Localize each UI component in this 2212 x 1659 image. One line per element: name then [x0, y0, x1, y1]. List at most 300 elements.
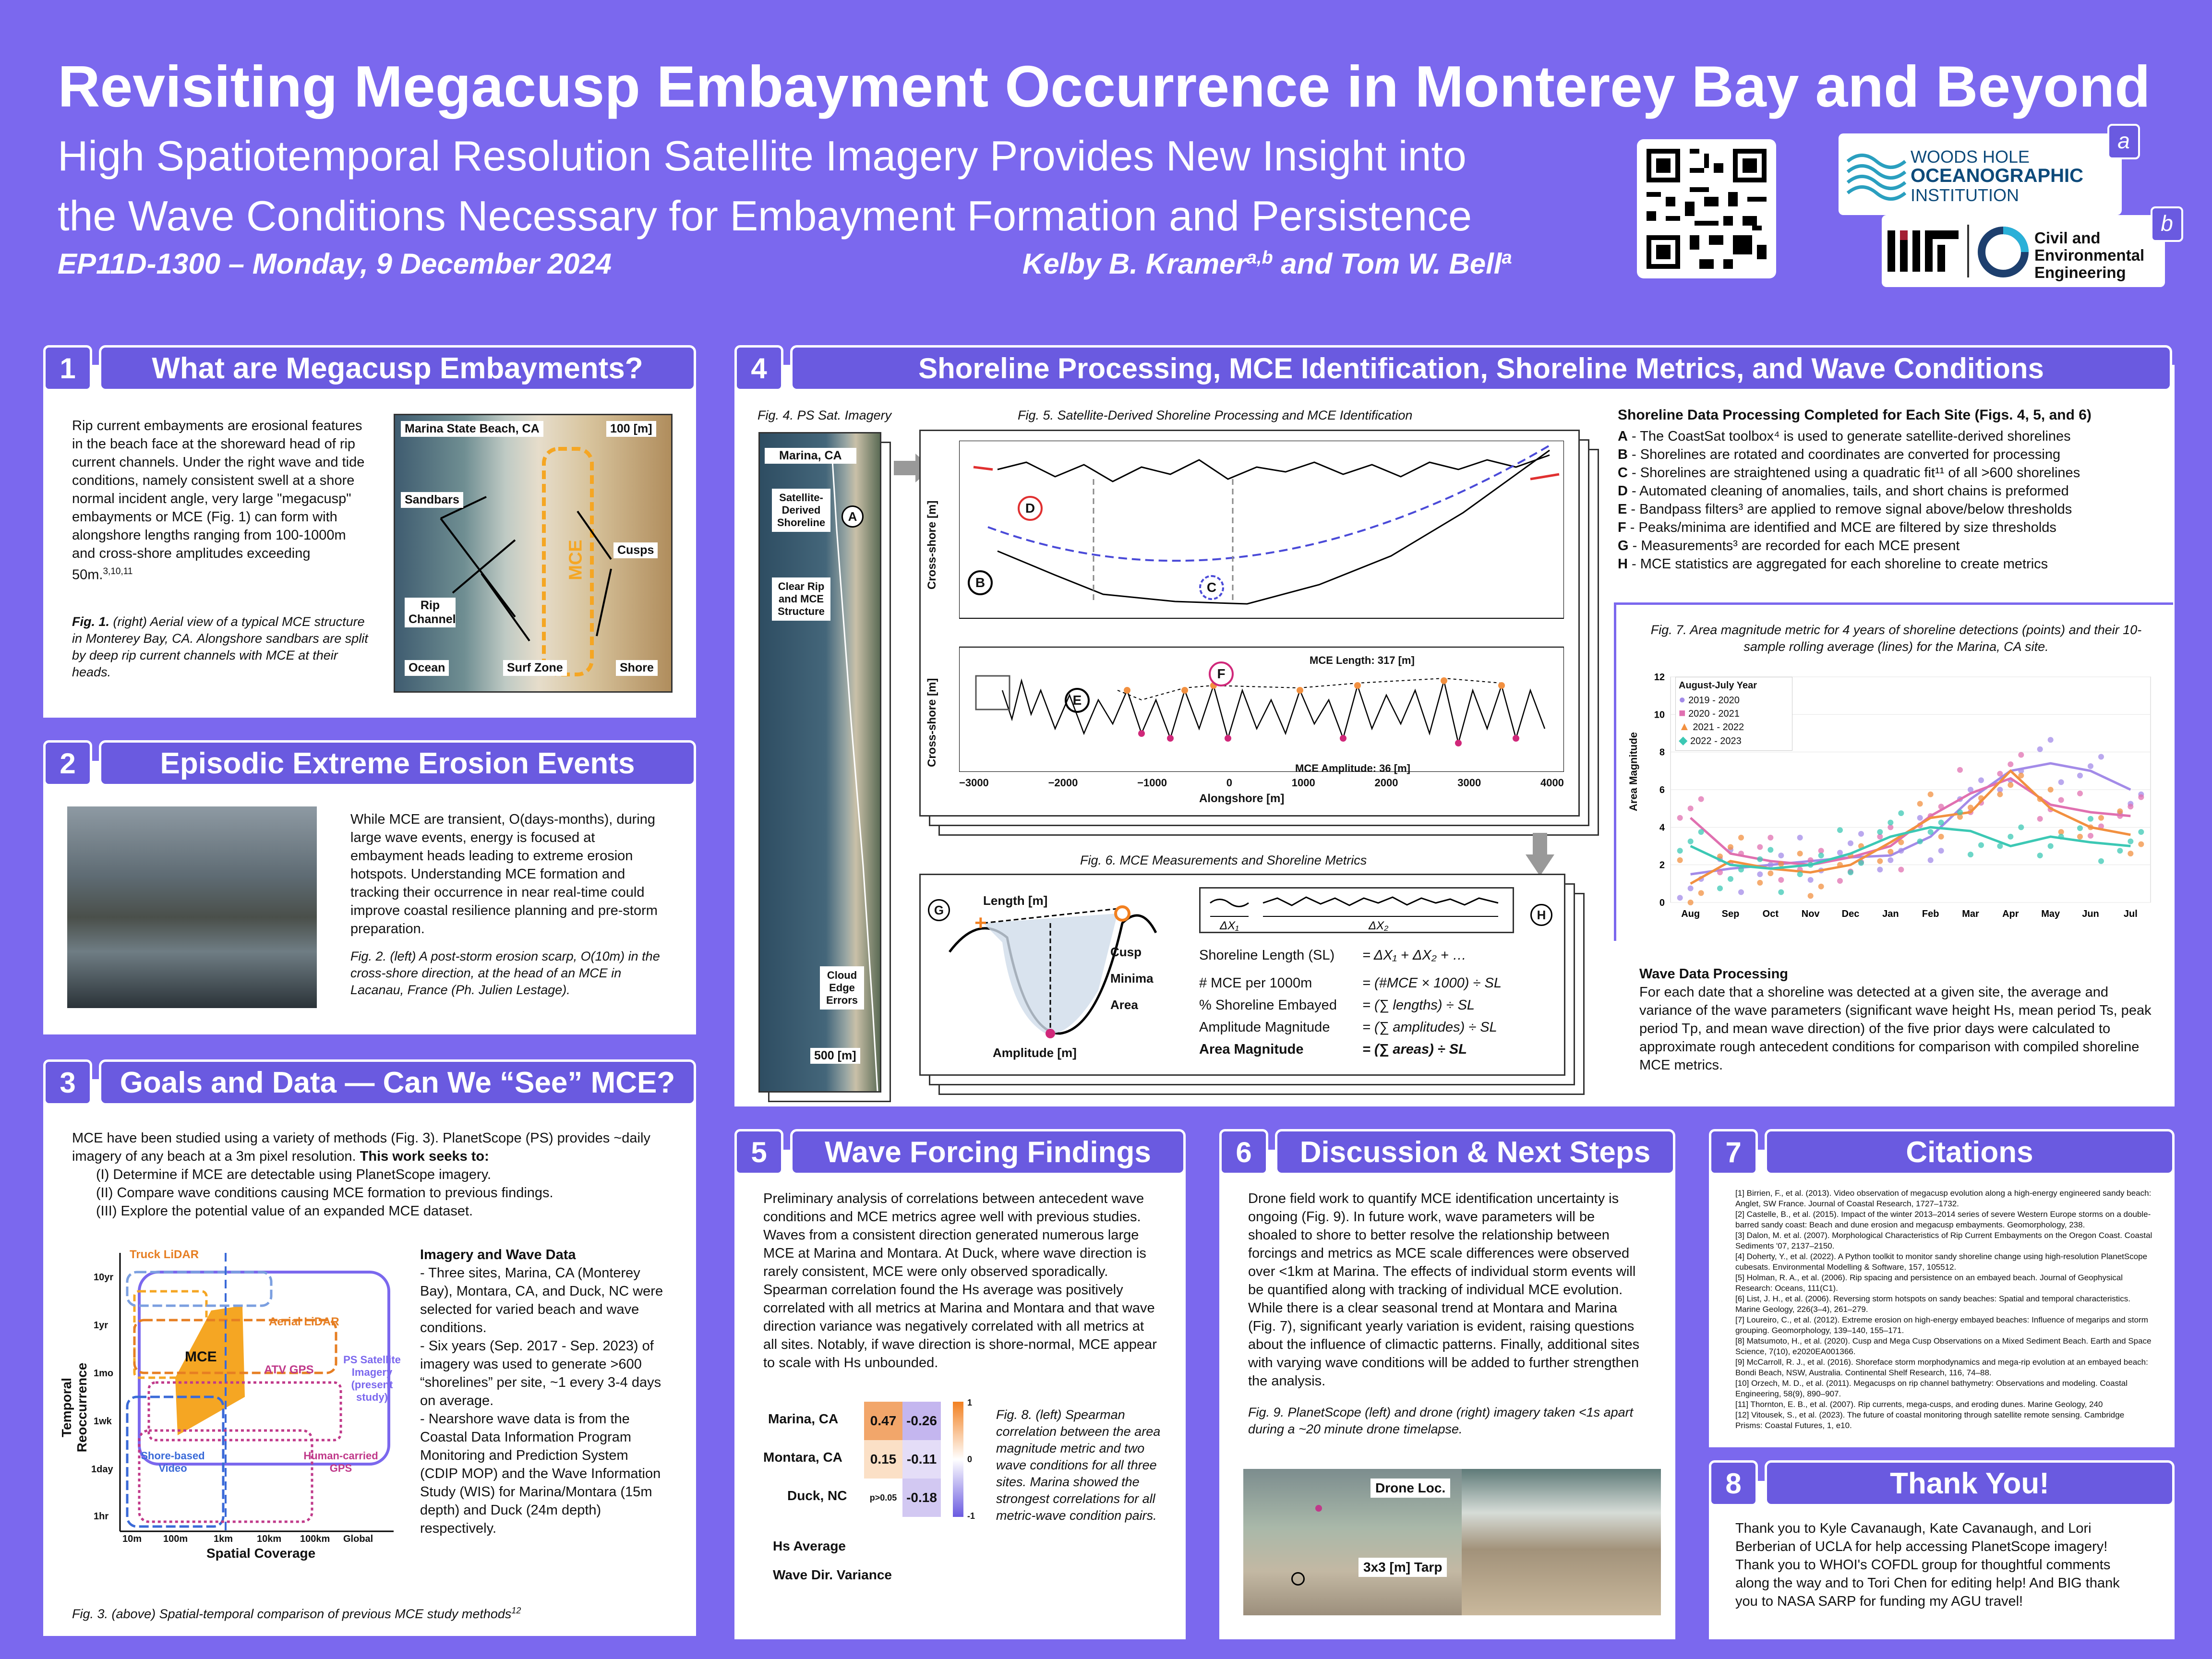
data-point — [1877, 858, 1883, 864]
data-point — [1688, 839, 1694, 844]
whoi-text-1: WOODS HOLE — [1911, 147, 2030, 167]
data-point — [1877, 866, 1883, 872]
data-point — [1767, 835, 1773, 841]
data-point — [1738, 851, 1744, 856]
fig5-mce-amp: MCE Amplitude: 36 [m] — [1295, 762, 1410, 774]
section-title: Citations — [1765, 1129, 2175, 1175]
data-point — [1837, 850, 1843, 855]
data-point — [1717, 886, 1723, 891]
svg-text:+: + — [974, 911, 987, 935]
data-point — [1938, 834, 1944, 840]
fig3-xtick: 1km — [214, 1534, 233, 1544]
data-point — [2088, 763, 2093, 769]
fig3-ytick: 1hr — [94, 1511, 109, 1522]
section-number: 5 — [734, 1129, 783, 1175]
data-point — [1767, 870, 1773, 876]
y-tick: 0 — [1659, 898, 1665, 908]
s3-goals — [96, 1166, 672, 1220]
s3-intro: MCE have been studied using a variety of methods (Fig. 3). PlanetScope (PS) provides ~daily imagery of any beach at a 3m pixel resolution. This work seeks to: — [72, 1130, 650, 1164]
data-point — [1978, 777, 1984, 783]
x-tick: Sep — [1721, 909, 1740, 919]
processing-step: H - MCE statistics are aggregated for each shoreline to create metrics — [1618, 556, 2048, 572]
marker-f: F — [1209, 661, 1234, 686]
data-point — [2048, 737, 2054, 743]
wave-body: For each date that a shoreline was detected at a given site, the average and variance of the wave parameters (significant wave height Hs, mean period Ts, peak period Tp, and mean wave direction) of the five prior days were calculated to approximate rough antecedent conditions for comparison with compiled shoreline MCE metrics. — [1639, 985, 2152, 1073]
fig3-ylabel: Temporal Reoccurrence — [59, 1362, 89, 1453]
data-point — [2138, 829, 2144, 835]
processing-step: A - The CoastSat toolbox⁴ is used to generate satellite-derived shorelines — [1618, 429, 2071, 444]
data-point — [1928, 857, 1934, 863]
method-atv-gps: ATV GPS — [264, 1363, 314, 1376]
metric-name: Shoreline Length (SL) — [1199, 948, 1335, 963]
fig6-caption: Fig. 6. MCE Measurements and Shoreline Metrics — [1080, 853, 1367, 867]
data-point — [2128, 851, 2133, 856]
fig4-label-cloud: Cloud Edge Errors — [820, 966, 864, 1010]
method-human-gps: Human-carried GPS — [303, 1450, 378, 1474]
citation: [12] Vitousek, S., et al. (2023). The future of coastal monitoring through satellite remote sensing. Cambridge Prisms: Coastal Futures, 1, e10. — [1735, 1410, 2125, 1430]
data-point — [2138, 794, 2144, 800]
citation: [2] Castelle, B., et al. (2015). Impact of the winter 2013–2014 series of severe Western Europe storms on a double-barred sandy coast: Beach and dune erosion and megacusp embayments. Geomorphology, 238. — [1735, 1210, 2151, 1229]
data-point — [1698, 796, 1704, 802]
fig3-xtick: 10km — [257, 1534, 282, 1544]
session-info: EP11D-1300 – Monday, 9 December 2024 — [58, 248, 612, 280]
data-point — [1887, 857, 1893, 863]
data-point — [1797, 851, 1803, 856]
data-point — [1677, 857, 1683, 863]
data-point — [1677, 895, 1683, 901]
citation: [5] Holman, R. A., et al. (2006). Rip spacing and persistence on an embayed beach. Journal of Geophysical Research: Oceans, 111(C1). — [1735, 1273, 2123, 1293]
data-point — [1677, 815, 1683, 821]
s3-data-title: Imagery and Wave Data — [420, 1247, 576, 1262]
y-tick: 2 — [1659, 860, 1665, 871]
mit-logo-icon — [1887, 230, 1960, 272]
data-point — [1877, 829, 1883, 835]
marker-g: G — [928, 899, 950, 921]
fig3-xlabel: Spatial Coverage — [206, 1546, 316, 1561]
fig8-cell: -0.11 — [902, 1440, 941, 1479]
s1-body: Rip current embayments are erosional features in the beach face at the shoreward head of rip current channels. Under the right wave and tide conditions, namely consistent swell at a shore normal incident angle, very large "megacusp" embayments or MCE (Fig. 1) can form with alongshore lengths ranging from 100-1000m and cross-shore amplitudes exceeding 50m.$^{3,10,11}$ — [72, 418, 365, 583]
wave-processing — [1639, 965, 2153, 1074]
fig6-shoreline-segment — [1199, 887, 1514, 933]
authors: Kelby B. Kramer$^{a,b}$ and Tom W. Bell$^a$ — [1022, 248, 1512, 280]
s2-body: While MCE are transient, O(days-months), during large wave events, energy is focused at embayment heads leading to extreme erosion hotspots. Understanding MCE formation and tracking their occurrence in near real-time could improve coastal resilience planning and pre-storm preparation. — [350, 812, 658, 937]
method-aerial-lidar: Aerial LiDAR — [269, 1315, 339, 1328]
x-tick: Jun — [2082, 909, 2099, 919]
logo-divider — [1967, 225, 1969, 277]
section-title: Goals and Data — Can We “See” MCE? — [99, 1059, 696, 1106]
processing-title: Shoreline Data Processing Completed for Each Site (Figs. 4, 5, and 6) — [1618, 407, 2092, 423]
citation: [6] List, J. H., et al. (2006). Reversing storm hotspots on sandy beaches: Spatial and temporal characteristics. Marine Geology, 226(3–4), 261–279. — [1735, 1294, 2131, 1314]
data-point — [1688, 805, 1694, 811]
metric-name: # MCE per 1000m — [1199, 975, 1312, 991]
metric-name: Amplitude Magnitude — [1199, 1020, 1330, 1035]
fig5-xtick: −2000 — [1048, 777, 1078, 789]
goal-3: (III) Explore the potential value of an expanded MCE dataset. — [96, 1203, 473, 1219]
section-2-header — [43, 742, 696, 785]
data-point — [1717, 869, 1723, 875]
fig6-minima: Minima — [1110, 971, 1154, 986]
fig5-ylabel-bottom: Cross-shore [m] — [926, 678, 938, 767]
data-point — [1997, 771, 2003, 777]
data-point — [2077, 834, 2083, 840]
fig3-xtick: 100m — [163, 1534, 188, 1544]
method-truck-lidar: Truck LiDAR — [130, 1248, 199, 1261]
section-number: 2 — [43, 740, 92, 786]
goal-1: (I) Determine if MCE are detectable using PlanetScope imagery. — [96, 1167, 492, 1182]
legend-item: ◆ 2022 - 2023 — [1679, 734, 1742, 747]
qr-code[interactable] — [1637, 139, 1776, 278]
fig3-method-chart — [59, 1238, 403, 1565]
data-point — [1837, 862, 1843, 868]
section-title: What are Megacusp Embayments? — [99, 345, 696, 391]
marker-d: D — [1018, 496, 1043, 521]
fig8-scale: 1 — [967, 1398, 973, 1407]
data-point — [1808, 877, 1814, 883]
s3-data-item: - Nearshore wave data is from the Coastal Data Information Program Monitoring and Prediction System (CDIP MOP) and the Wave Information Study (WIS) for Marina/Montara (15m depth) and Duck (24m depth) respectively. — [420, 1411, 661, 1536]
y-tick: 8 — [1659, 747, 1665, 758]
data-point — [1928, 829, 1934, 835]
poster-subtitle — [58, 126, 1594, 246]
citation: [10] Orzech, M. D., et al. (2011). Megacusps on rip channel bathymetry: Observations and modeling. Coastal Engineering, 58(9), 890–907. — [1735, 1379, 2128, 1398]
fig5-ylabel-top: Cross-shore [m] — [926, 500, 938, 589]
whoi-logo — [1839, 133, 2122, 215]
affiliation-tag-b: b — [2151, 206, 2183, 242]
data-point — [1968, 805, 1973, 810]
tarp-marker — [1291, 1572, 1305, 1586]
x-tick: Oct — [1762, 909, 1779, 919]
citation: [11] Thornton, E. B., et al. (2007). Rip currents, mega-cusps, and eroding dunes. Marine Geology, 240 — [1735, 1400, 2103, 1409]
section-7-header — [1709, 1130, 2175, 1174]
fig4-caption: Fig. 4. PS Sat. Imagery — [757, 408, 892, 422]
method-ps-imagery: PS Satellite Imagery (present study) — [343, 1354, 401, 1403]
fig4-label-shoreline: Satellite-Derived Shoreline — [772, 489, 830, 532]
data-point — [1797, 871, 1803, 877]
svg-text:ΔX₁: ΔX₁ — [1220, 919, 1239, 932]
data-point — [1917, 839, 1923, 844]
data-point — [2037, 853, 2043, 858]
section-5-header — [734, 1130, 1186, 1174]
fig3-xtick: 100km — [300, 1534, 330, 1544]
processing-step: E - Bandpass filters³ are applied to remove signal above/below thresholds — [1618, 502, 2072, 517]
fig5-plots — [959, 441, 1564, 772]
subtitle-line-2: the Wave Conditions Necessary for Embayment Formation and Persistence — [58, 192, 1472, 240]
data-point — [1778, 853, 1784, 858]
s5-body: Preliminary analysis of correlations between antecedent wave conditions and MCE metrics agree well with previous studies. Waves from a consistent direction generated numerous large MCE at Marina and Montara. At Duck, where wave direction is rarely consistent, MCE were only observed sporadically. Spearman correlation found the Hs average was positively correlated with all metrics at Marina and Montara and that wave direction variance was negatively correlated with all metrics at all sites. Notably, if wave direction is shore-normal, MCE appear to scale with Hs unbounded. — [763, 1191, 1157, 1370]
section-title: Thank You! — [1765, 1460, 2175, 1506]
fig3-ytick: 1mo — [94, 1368, 114, 1379]
fig9-drone-image — [1462, 1469, 1661, 1615]
section-number: 3 — [43, 1059, 92, 1106]
fig1-label-mce: MCE — [565, 540, 586, 580]
svg-text:ΔX₂: ΔX₂ — [1369, 919, 1389, 932]
data-point — [1728, 876, 1733, 882]
citation: [9] McCarroll, R. J., et al. (2016). Shoreface storm morphodynamics and mega-rip evolution at an embayed beach: Bondi Beach, NSW, Australia. Continental Shelf Research, 116, 74–88. — [1735, 1358, 2148, 1377]
data-point — [2128, 804, 2133, 809]
fig3-ytick: 1day — [91, 1464, 113, 1475]
section-title: Episodic Extreme Erosion Events — [99, 740, 696, 786]
x-tick: Jul — [2123, 909, 2138, 919]
citation: [3] Dalon, M. et al. (2007). Morphological Characteristics of Rip Current Embayments on the Oregon Coast. Coastal Sediments '07, 2137–2150. — [1735, 1231, 2152, 1250]
data-point — [2037, 746, 2043, 752]
fig1-title: Marina State Beach, CA — [401, 421, 543, 437]
fig3-ytick: 1yr — [94, 1320, 108, 1331]
subtitle-line-1: High Spatiotemporal Resolution Satellite Imagery Provides New Insight into — [58, 132, 1467, 180]
data-point — [1997, 792, 2003, 797]
x-tick: Apr — [2002, 909, 2019, 919]
marker-b: B — [968, 570, 993, 595]
drone-marker — [1315, 1505, 1322, 1512]
data-point — [1858, 831, 1864, 837]
fig8-colorbar — [953, 1402, 963, 1517]
fig6-area: Area — [1110, 998, 1138, 1012]
legend-item: ● 2019 - 2020 — [1679, 693, 1740, 706]
s3-caption: Fig. 3. (above) Spatial-temporal comparison of previous MCE study methods$^{12}$ — [72, 1606, 521, 1621]
fig1-label-sandbars: Sandbars — [401, 492, 463, 508]
x-tick: Aug — [1681, 909, 1700, 919]
s2-caption: Fig. 2. (left) A post-storm erosion scarp, O(10m) in the cross-shore direction, at the head of an MCE in Lacanau, France (Ph. Julien Lestage). — [350, 949, 660, 997]
goal-2: (II) Compare wave conditions causing MCE formation to previous findings. — [96, 1185, 553, 1201]
fig4-sat-image — [758, 432, 881, 1093]
fig7-chart — [1627, 667, 2160, 931]
fig7-legend — [1675, 677, 1792, 751]
data-point — [1898, 848, 1904, 854]
data-point — [1688, 886, 1694, 891]
data-point — [2048, 843, 2054, 849]
whoi-text-2: OCEANOGRAPHIC — [1911, 165, 2084, 186]
data-point — [1757, 856, 1763, 862]
x-tick: Jan — [1882, 909, 1899, 919]
s3-data — [420, 1246, 670, 1538]
whoi-text-3: INSTITUTION — [1911, 185, 2019, 205]
arrow-down-icon — [1526, 833, 1554, 876]
cee-text: Civil and Environmental Engineering — [2034, 229, 2145, 281]
marker-c: C — [1199, 575, 1224, 600]
section-1-header — [43, 347, 696, 390]
section-4-header — [734, 347, 2172, 390]
data-point — [2117, 808, 2123, 814]
fig8-cell: p>0.05 — [864, 1479, 902, 1517]
fig6-cusp: Cusp — [1110, 945, 1142, 959]
fig5-mce-length: MCE Length: 317 [m] — [1310, 654, 1415, 666]
s6-body: Drone field work to quantify MCE identification uncertainty is ongoing (Fig. 9). In future work, wave parameters will be shoaled to shore to better resolve the relationship between forcings and metrics as MCE scale differences were observed over <1km at Marina. The effects of individual storm events will be quantified along with tracking of individual MCE evolution. While there is a clear seasonal trend at Montara and Marina (Fig. 7), significant yearly variation is evident, raising questions about the influence of climactic patterns. Finally, additional sites with varying wave conditions will be added to further strengthen the analysis. — [1248, 1191, 1640, 1389]
fig5-xticks — [959, 777, 1564, 789]
fig8-cell: 0.15 — [864, 1440, 902, 1479]
fig2-erosion-photo — [67, 806, 317, 1008]
fig4-site: Marina, CA — [765, 448, 856, 464]
processing-step: G - Measurements³ are recorded for each MCE present — [1618, 538, 1960, 553]
fig7-ylabel: Area Magnitude — [1627, 732, 1639, 811]
y-tick: 12 — [1654, 672, 1665, 683]
fig8-site: Duck, NC — [787, 1488, 847, 1503]
data-point — [2018, 752, 2024, 758]
data-point — [1757, 871, 1763, 877]
data-point — [1767, 847, 1773, 853]
data-point — [2088, 833, 2093, 839]
data-point — [2008, 761, 2013, 767]
data-point — [1898, 840, 1904, 845]
metric-formula: = ΔX₁ + ΔX₂ + … — [1362, 948, 1467, 963]
data-point — [1957, 809, 1963, 815]
fig8-scale: -1 — [967, 1511, 975, 1521]
fig5-xtick: −1000 — [1137, 777, 1167, 789]
data-point — [1677, 848, 1683, 854]
processing-steps — [1618, 407, 2155, 573]
processing-step: F - Peaks/minima are identified and MCE are filtered by size thresholds — [1618, 520, 2056, 535]
legend-title: August-July Year — [1679, 680, 1757, 691]
data-point — [1968, 852, 1973, 857]
fig3-xtick: 10m — [122, 1534, 142, 1544]
fig4-scale: 500 [m] — [810, 1048, 860, 1064]
section-number: 7 — [1709, 1129, 1758, 1175]
x-tick: Mar — [1962, 909, 1979, 919]
metric-name: % Shoreline Embayed — [1199, 998, 1337, 1013]
fig6-metrics — [1199, 946, 1535, 1058]
section-number: 8 — [1709, 1460, 1758, 1506]
x-tick: Dec — [1841, 909, 1860, 919]
data-point — [1848, 869, 1853, 875]
fig8-legend-hs: Hs Average — [773, 1539, 846, 1553]
method-mce: MCE — [185, 1349, 217, 1365]
data-point — [1688, 900, 1694, 905]
s3-data-item: - Six years (Sep. 2017 - Sep. 2023) of imagery was used to generate >600 “shorelines” per site, ~1 every 3-4 days on average. — [420, 1338, 661, 1408]
x-tick: Feb — [1922, 909, 1939, 919]
data-point — [1938, 820, 1944, 826]
data-point — [1698, 890, 1704, 896]
data-point — [2058, 779, 2064, 785]
data-point — [1887, 849, 1893, 854]
data-point — [2098, 754, 2104, 759]
section-title: Discussion & Next Steps — [1275, 1129, 1675, 1175]
fig8-site: Montara, CA — [763, 1450, 842, 1465]
data-point — [1887, 820, 1893, 826]
data-point — [1698, 829, 1704, 835]
processing-step: C - Shorelines are straightened using a quadratic fit¹¹ of all >600 shorelines — [1618, 465, 2080, 481]
fig7-caption: Fig. 7. Area magnitude metric for 4 years of shoreline detections (points) and their 10-sample rolling average (lines) for the Marina, CA site. — [1650, 623, 2142, 654]
citation: [1] Birrien, F., et al. (2013). Video observation of megacusp evolution along a high-energy engineered sandy beach: Anglet, SW France. Journal of Coastal Research, 1727–1732. — [1735, 1189, 2152, 1208]
data-point — [1778, 889, 1784, 895]
metric-formula: = (∑ areas) ÷ SL — [1362, 1042, 1467, 1057]
data-point — [2048, 787, 2054, 793]
data-point — [1957, 767, 1963, 773]
data-point — [1818, 853, 1824, 858]
data-point — [1728, 844, 1733, 850]
section-3-header — [43, 1061, 696, 1104]
data-point — [2077, 773, 2083, 779]
data-point — [2018, 824, 2024, 830]
s3-data-item: - Three sites, Marina, CA (Monterey Bay), Montara, CA, and Duck, NC were selected for varied beach and wave conditions. — [420, 1265, 663, 1335]
section-number: 4 — [734, 345, 783, 391]
data-point — [1767, 862, 1773, 868]
y-tick: 6 — [1659, 785, 1665, 795]
fig8-cell: 0.47 — [864, 1402, 902, 1440]
fig8-cell: -0.26 — [902, 1402, 941, 1440]
processing-step: B - Shorelines are rotated and coordinates are converted for processing — [1618, 447, 2061, 462]
data-point — [1808, 862, 1814, 868]
data-point — [2008, 782, 2013, 788]
data-point — [1997, 843, 2003, 849]
fig8-heatmap — [763, 1398, 994, 1594]
metric-formula: = (∑ amplitudes) ÷ SL — [1362, 1020, 1497, 1035]
data-point — [1978, 795, 1984, 801]
fig9-drone-label: Drone Loc. — [1370, 1479, 1450, 1498]
data-point — [1938, 848, 1944, 854]
fig8-site: Marina, CA — [768, 1411, 839, 1426]
data-point — [1917, 815, 1923, 821]
fig6-panel — [919, 874, 1565, 1076]
data-point — [2058, 834, 2064, 840]
data-point — [1898, 810, 1904, 816]
data-point — [1738, 866, 1744, 872]
data-point — [1848, 841, 1853, 846]
fig1-label-rip: Rip Channel — [405, 598, 456, 627]
citation: [7] Loureiro, C., et al. (2012). Extreme erosion on high-energy embayed beaches: Influence of megarips and storm grouping. Geomorphology, 139–140, 155–171. — [1735, 1315, 2148, 1335]
citation: [4] Doherty, Y., et al. (2022). A Python toolkit to monitor sandy shoreline change using high-resolution PlanetScope cubesats. Environmental Modelling & Software, 157, 105512. — [1735, 1252, 2148, 1272]
data-point — [1978, 842, 1984, 848]
data-point — [1757, 880, 1763, 886]
marker-h: H — [1530, 904, 1552, 926]
data-point — [1778, 877, 1784, 883]
data-point — [2058, 797, 2064, 803]
data-point — [1858, 860, 1864, 866]
fig5-panel — [919, 430, 1580, 817]
data-point — [2138, 842, 2144, 847]
s6-caption: Fig. 9. PlanetScope (left) and drone (right) imagery taken <1s apart during a ~20 minute drone timelapse. — [1248, 1405, 1634, 1436]
data-point — [1757, 844, 1763, 850]
cee-circle-icon — [1977, 226, 2030, 278]
fig1-label-shore: Shore — [616, 660, 658, 676]
fig5-xlabel: Alongshore [m] — [1199, 792, 1285, 805]
s1-caption: Fig. 1. (right) Aerial view of a typical MCE structure in Monterey Bay, CA. Alongshore sandbars are split by deep rip current channels with MCE at their heads. — [72, 614, 368, 679]
metric-formula: = (∑ lengths) ÷ SL — [1362, 998, 1475, 1013]
fig1-label-surfzone: Surf Zone — [503, 660, 567, 676]
section-title: Shoreline Processing, MCE Identification, Shoreline Metrics, and Wave Conditions — [790, 345, 2172, 391]
data-point — [1837, 878, 1843, 884]
s5-caption: Fig. 8. (left) Spearman correlation between the area magnitude metric and two wave conditions for all three sites. Marina showed the strongest correlations for all metric-wave condition pairs. — [996, 1407, 1161, 1523]
fig9-tarp-label: 3x3 [m] Tarp — [1358, 1558, 1447, 1577]
fig1-label-ocean: Ocean — [405, 660, 449, 676]
legend-item: ▲ 2021 - 2022 — [1679, 720, 1744, 733]
mit-cee-logo — [1882, 215, 2165, 287]
data-point — [2077, 791, 2083, 796]
data-point — [1938, 804, 1944, 809]
fig1-aerial-image — [394, 414, 673, 693]
data-point — [1898, 866, 1904, 872]
metric-name: Area Magnitude — [1199, 1042, 1304, 1057]
fig3-ytick: 10yr — [94, 1272, 114, 1283]
fig5-xtick: 2000 — [1374, 777, 1398, 789]
data-point — [2018, 773, 2024, 779]
data-point — [1928, 792, 1934, 797]
whoi-wave-icon — [1845, 142, 1908, 204]
affiliation-tag-a: a — [2107, 124, 2140, 159]
data-point — [1837, 827, 1843, 833]
data-point — [2037, 816, 2043, 822]
data-point — [1738, 835, 1744, 841]
data-point — [2098, 858, 2104, 864]
metric-formula: = (#MCE × 1000) ÷ SL — [1362, 975, 1502, 991]
data-point — [1917, 801, 1923, 806]
fig5-xtick: 1000 — [1291, 777, 1315, 789]
fig4-label-rip: Clear Rip and MCE Structure — [772, 577, 830, 621]
fig5-xtick: −3000 — [959, 777, 989, 789]
section-6-header — [1219, 1130, 1675, 1174]
section-8-header — [1709, 1462, 2175, 1505]
y-tick: 4 — [1659, 822, 1665, 833]
data-point — [1818, 884, 1824, 890]
y-tick: 10 — [1654, 709, 1665, 721]
fig6-length: Length [m] — [983, 893, 1048, 908]
marker-e: E — [1065, 688, 1090, 713]
